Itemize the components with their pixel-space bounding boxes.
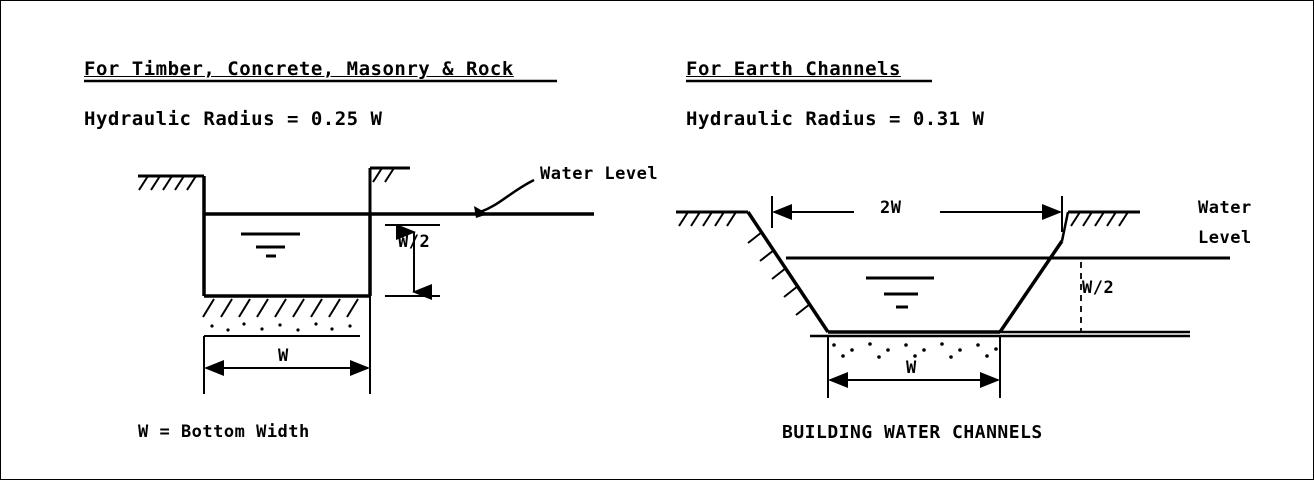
left-panel-heading: For Timber, Concrete, Masonry & Rock — [84, 58, 514, 80]
right-bank-left-hatch — [748, 232, 810, 315]
right-panel-formula: Hydraulic Radius = 0.31 W — [686, 108, 985, 130]
right-water-symbol — [866, 278, 934, 307]
left-water-level-label: Water Level — [540, 164, 659, 184]
left-water-symbol — [241, 234, 300, 256]
right-water-level-label-line2: Level — [1198, 228, 1252, 248]
left-depth-label: W/2 — [398, 232, 431, 252]
left-bottom-width-label: W — [278, 346, 289, 366]
left-bed-stipple — [210, 322, 351, 331]
right-bank-left — [748, 212, 828, 332]
right-water-level-label-line1: Water — [1198, 198, 1252, 218]
right-bank-right — [1000, 241, 1062, 332]
left-water-level-arrowhead — [474, 206, 488, 218]
left-ground-hatch — [139, 176, 196, 190]
right-top-width-label: 2W — [880, 198, 902, 218]
right-ground-hatch-left — [679, 212, 736, 226]
right-panel-heading: For Earth Channels — [686, 58, 901, 80]
right-ground-hatch-right — [1071, 212, 1128, 226]
right-bottom-width-label: W — [906, 358, 917, 378]
left-water-level-leader — [480, 180, 534, 212]
left-bottom-width-note: W = Bottom Width — [138, 422, 310, 442]
left-panel-formula: Hydraulic Radius = 0.25 W — [84, 108, 383, 130]
right-depth-label: W/2 — [1082, 278, 1115, 298]
left-bed-hatch — [203, 299, 358, 317]
figure-caption: BUILDING WATER CHANNELS — [782, 422, 1043, 443]
left-right-ground-hatch — [373, 168, 394, 182]
right-bed-stipple — [832, 342, 998, 359]
